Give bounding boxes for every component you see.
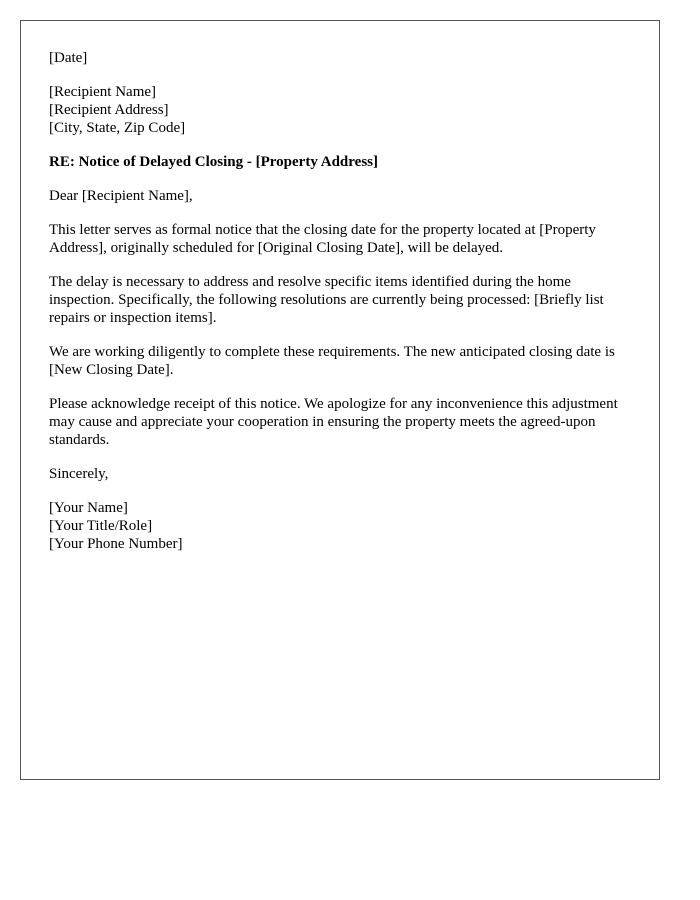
salutation: Dear [Recipient Name], bbox=[49, 188, 193, 204]
recipient-address: [Recipient Address] bbox=[49, 102, 169, 118]
recipient-city-state-zip: [City, State, Zip Code] bbox=[49, 120, 186, 136]
body-paragraph-3: We are working diligently to complete these requirements. The new anticipated closing date is [New Closing Date]. bbox=[49, 344, 615, 378]
body-paragraph-2: The delay is necessary to address and resolve specific items identified during the home inspection. Specifically, the following resolutions are currently being processed: [Briefly list repairs or inspection items]. bbox=[49, 274, 604, 326]
body-paragraph-4: Please acknowledge receipt of this notice. We apologize for any inconvenience this adjustment may cause and appreciate your cooperation in ensuring the property meets the agreed-upon standards. bbox=[49, 396, 618, 448]
closing: Sincerely, bbox=[49, 466, 109, 482]
body-paragraph-1: This letter serves as formal notice that the closing date for the property located at [Property Address], originally scheduled for [Original Closing Date], will be delayed. bbox=[49, 222, 596, 256]
letter-page bbox=[20, 20, 660, 780]
recipient-block bbox=[49, 83, 639, 137]
signature-block bbox=[49, 499, 639, 553]
signature-title: [Your Title/Role] bbox=[49, 518, 153, 534]
recipient-name: [Recipient Name] bbox=[49, 84, 157, 100]
subject-line: RE: Notice of Delayed Closing - [Property Address] bbox=[49, 154, 378, 170]
date-line: [Date] bbox=[49, 50, 88, 66]
signature-phone: [Your Phone Number] bbox=[49, 536, 183, 552]
letter-content bbox=[49, 49, 639, 569]
signature-name: [Your Name] bbox=[49, 500, 128, 516]
